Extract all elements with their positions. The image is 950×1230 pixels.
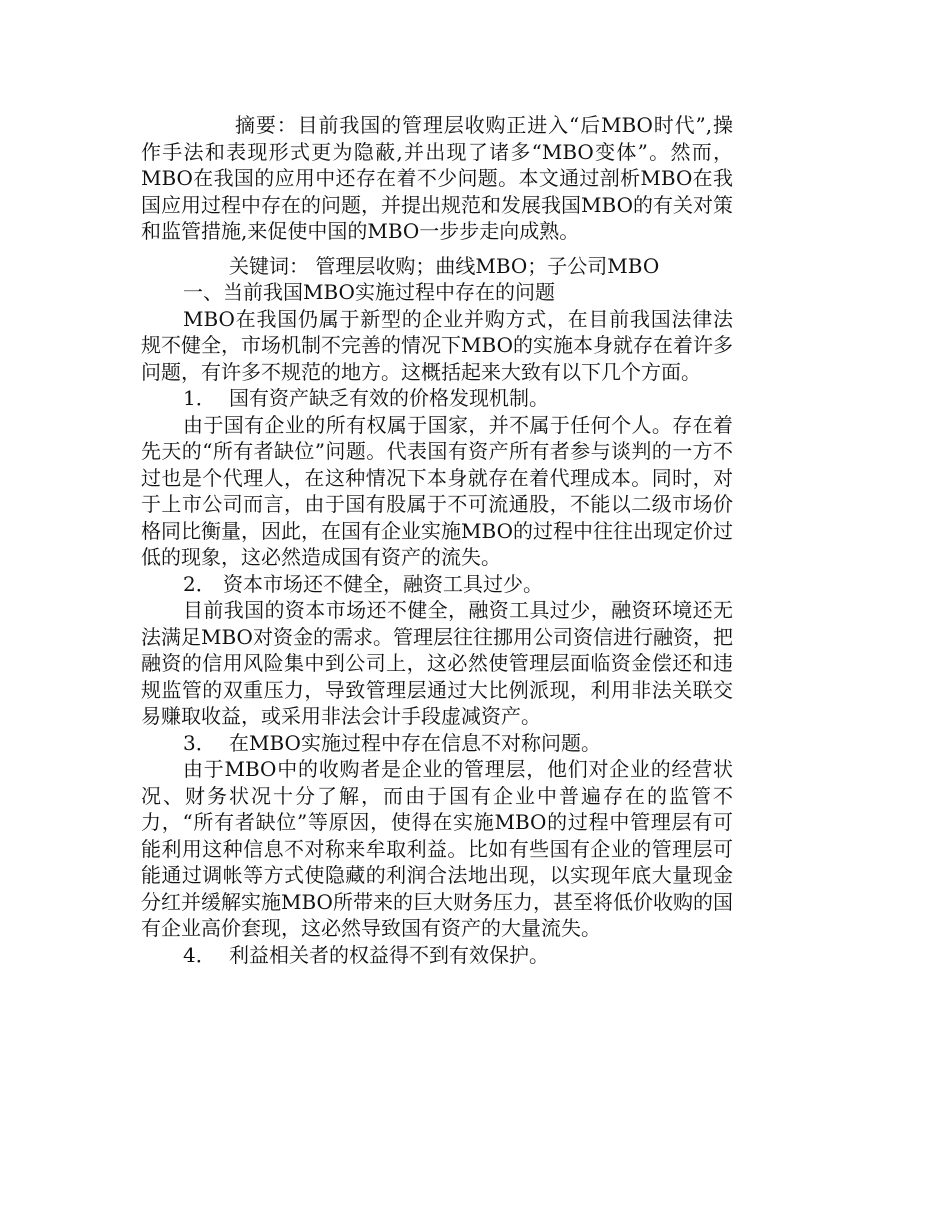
item-heading-2 [141,571,733,598]
item-heading-1 [141,385,733,412]
keywords-line: 关键词： 管理层收购；曲线MBO；子公司MBO [229,253,660,278]
item-heading-3 [141,730,733,757]
abstract-paragraph: 摘要：目前我国的管理层收购正进入“后MBO时代”,操作手法和表现形式更为隐蔽,并出现了诸多“MBO变体”。然而，MBO在我国的应用中还存在着不少问题。本文通过剖析MBO在我国应用过程中存在的问题，并提出规范和发展我国MBO的有关对策和监管措施,来促使中国的MBO一步步走向成熟。 [141,113,733,243]
item-body-1: 由于国有企业的所有权属于国家，并不属于任何个人。存在着先天的“所有者缺位”问题。代表国有资产所有者参与谈判的一方不过也是个代理人，在这种情况下本身就存在着代理成本。同时，对于上市公司而言，由于国有股属于不可流通股，不能以二级市场价格同比衡量，因此，在国有企业实施MBO的过程中往往出现定价过低的现象，这必然造成国有资产的流失。 [141,412,733,569]
section-title: 一、当前我国MBO实施过程中存在的问题 [183,280,555,304]
item-title: 在MBO实施过程中存在信息不对称问题。 [229,730,601,755]
item-body-2: 目前我国的资本市场还不健全，融资工具过少，融资环境还无法满足MBO对资金的需求。管理层往往挪用公司资信进行融资，把融资的信用风险集中到公司上，这必然使管理层面临资金偿还和违规监管的双重压力，导致管理层通过大比例派现，利用非法关联交易赚取收益，或采用非法会计手段虚减资产。 [141,598,733,728]
document-page [141,112,733,968]
item-number: 1． [183,386,216,410]
item-number: 3． [183,730,216,755]
item-heading-4 [141,942,733,969]
item-number: 2． [183,571,216,596]
item-title: 国有资产缺乏有效的价格发现机制。 [229,386,549,410]
section-intro-paragraph: MBO在我国仍属于新型的企业并购方式，在目前我国法律法规不健全，市场机制不完善的情况下MBO的实施本身就存在着许多问题，有许多不规范的地方。这概括起来大致有以下几个方面。 [141,306,733,384]
item-title: 资本市场还不健全，融资工具过少。 [223,571,543,596]
item-title: 利益相关者的权益得不到有效保护。 [229,942,549,967]
item-body-3: 由于MBO中的收购者是企业的管理层，他们对企业的经营状况、财务状况十分了解，而由于国有企业中普遍存在的监管不力，“所有者缺位”等原因，使得在实施MBO的过程中管理层有可能利用这种信息不对称来牟取利益。比如有些国有企业的管理层可能通过调帐等方式使隐藏的利润合法地出现，以实现年底大量现金分红并缓解实施MBO所带来的巨大财务压力，甚至将低价收购的国有企业高价套现，这必然导致国有资产的大量流失。 [141,757,733,940]
item-number: 4． [183,942,216,967]
